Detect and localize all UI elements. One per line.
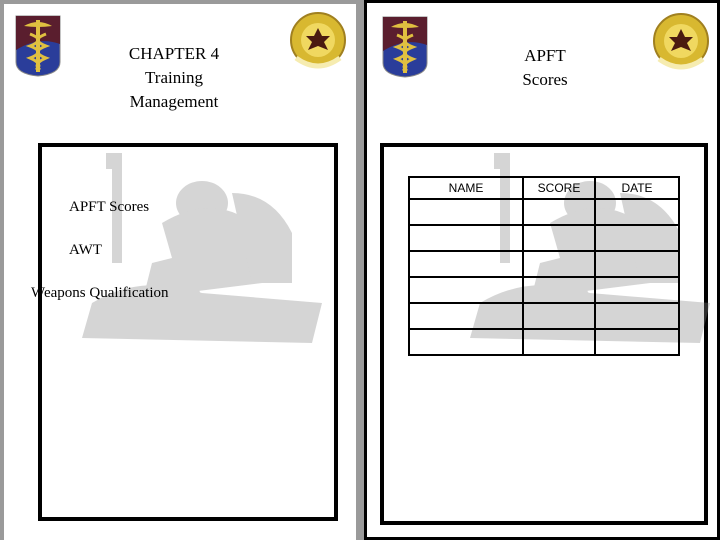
title-line: Scores	[522, 70, 568, 89]
score-cell[interactable]	[523, 199, 595, 225]
score-cell[interactable]	[523, 251, 595, 277]
date-cell[interactable]	[595, 199, 679, 225]
unit-crest-icon	[288, 12, 348, 76]
name-cell[interactable]	[409, 329, 523, 355]
table-row	[409, 199, 679, 225]
header-date: DATE	[595, 177, 679, 199]
name-cell[interactable]	[409, 303, 523, 329]
table-row	[409, 329, 679, 355]
score-cell[interactable]	[523, 225, 595, 251]
soldier-watermark-icon	[62, 153, 332, 353]
date-cell[interactable]	[595, 277, 679, 303]
name-cell[interactable]	[409, 251, 523, 277]
title-line: CHAPTER 4	[128, 44, 220, 63]
date-cell[interactable]	[595, 303, 679, 329]
name-cell[interactable]	[409, 225, 523, 251]
unit-crest-icon	[651, 13, 711, 77]
table-header-row	[409, 177, 679, 199]
name-cell[interactable]	[409, 277, 523, 303]
page-title	[84, 42, 264, 114]
page-title	[477, 44, 613, 92]
score-cell[interactable]	[523, 303, 595, 329]
list-item-weapons[interactable]: Weapons Qualification	[31, 285, 169, 301]
table-row	[409, 277, 679, 303]
medical-brigade-patch-icon	[14, 14, 64, 78]
title-line: Management	[129, 92, 219, 111]
content-frame	[31, 143, 338, 521]
apft-scores-table	[408, 176, 680, 356]
name-cell[interactable]	[409, 199, 523, 225]
header-name: NAME	[409, 177, 523, 199]
table-row	[409, 225, 679, 251]
table-row	[409, 303, 679, 329]
header-score: SCORE	[523, 177, 595, 199]
content-frame	[380, 143, 708, 525]
table-row	[409, 251, 679, 277]
date-cell[interactable]	[595, 225, 679, 251]
left-page	[4, 4, 356, 540]
title-line: Training	[145, 68, 203, 87]
list-item-apft[interactable]: APFT Scores	[69, 199, 150, 215]
list-item-awt[interactable]: AWT	[69, 242, 102, 258]
score-cell[interactable]	[523, 277, 595, 303]
score-cell[interactable]	[523, 329, 595, 355]
date-cell[interactable]	[595, 251, 679, 277]
date-cell[interactable]	[595, 329, 679, 355]
right-page	[364, 0, 720, 540]
medical-brigade-patch-icon	[381, 15, 431, 79]
title-line: APFT	[524, 46, 566, 65]
